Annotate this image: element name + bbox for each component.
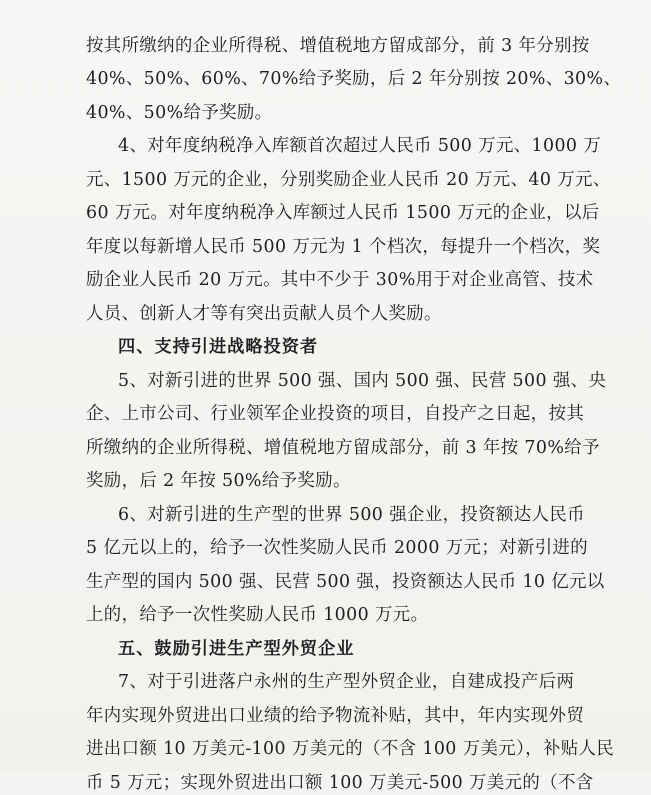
text-line: 4、对年度纳税净入库额首次超过人民币 500 万元、1000 万: [118, 136, 602, 156]
text-line: 年内实现外贸进出口业绩的给予物流补贴，其中，年内实现外贸: [86, 706, 585, 726]
text-line: 企、上市公司、行业领军企业投资的项目，自投产之日起，按其: [86, 404, 585, 424]
section-heading: 四、支持引进战略投资者: [118, 337, 319, 357]
text-line: 励企业人民币 20 万元。其中不少于 30%用于对企业高管、技术: [86, 270, 594, 290]
text-line: 5 亿元以上的，给予一次性奖励人民币 2000 万元；对新引进的: [86, 538, 589, 558]
section-heading: 五、鼓励引进生产型外贸企业: [118, 639, 355, 659]
text-line: 6、对新引进的生产型的世界 500 强企业，投资额达人民币: [118, 505, 585, 525]
text-line: 按其所缴纳的企业所得税、增值税地方留成部分，前 3 年分别按: [86, 36, 590, 56]
text-line: 奖励，后 2 年按 50%给予奖励。: [86, 471, 351, 491]
text-line: 60 万元。对年度纳税净入库额过人民币 1500 万元的企业，以后: [86, 203, 600, 223]
text-line: 生产型的国内 500 强、民营 500 强，投资额达人民币 10 亿元以: [86, 572, 605, 592]
text-line: 币 5 万元；实现外贸进出口额 100 万美元-500 万美元的（不含: [86, 773, 594, 793]
text-line: 元、1500 万元的企业，分别奖励企业人民币 20 万元、40 万元、: [86, 170, 611, 190]
text-line: 上的，给予一次性奖励人民币 1000 万元。: [86, 605, 429, 625]
text-line: 人员、创新人才等有突出贡献人员个人奖励。: [86, 304, 442, 324]
text-line: 40%、50%给予奖励。: [86, 103, 273, 123]
text-line: 年度以每新增人民币 500 万元为 1 个档次，每提升一个档次，奖: [86, 237, 601, 257]
text-line: 所缴纳的企业所得税、增值税地方留成部分，前 3 年按 70%给予: [86, 438, 600, 458]
text-line: 40%、50%、60%、70%给予奖励，后 2 年分别按 20%、30%、: [86, 69, 622, 89]
text-line: 5、对新引进的世界 500 强、国内 500 强、民营 500 强、央: [118, 371, 607, 391]
text-line: 进出口额 10 万美元-100 万美元的（不含 100 万美元），补贴人民: [86, 739, 615, 759]
text-line: 7、对于引进落户永州的生产型外贸企业，自建成投产后两: [118, 672, 575, 692]
